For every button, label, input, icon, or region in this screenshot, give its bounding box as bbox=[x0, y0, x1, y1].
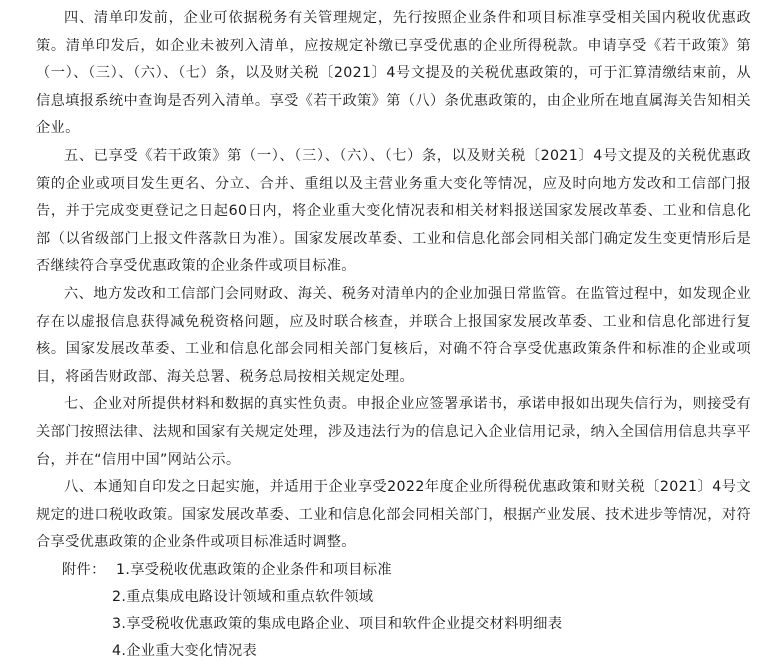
attachment-item: 4.企业重大变化情况表 bbox=[112, 642, 258, 659]
attachment-item: 1.享受税收优惠政策的企业条件和项目标准 bbox=[116, 561, 392, 578]
paragraph-5: 五、已享受《若干政策》第（一）、（三）、（六）、（七）条，以及财关税〔2021〕4号文提及的关税优惠政策的企业或项目发生更名、分立、合并、重组以及主营业务重大变化等情况，应及时向地方发改和工信部门报告，并于完成变更登记之日起60日内，将企业重大变化情况表和相关材料报送国家发展改革委、工业和信息化部（以省级部门上报文件落款日为准）。国家发展改革委、工业和信息化部会同相关部门确定发生变更情形后是否继续符合享受优惠政策的企业条件或项目标准。 bbox=[36, 147, 751, 275]
paragraph-7: 七、企业对所提供材料和数据的真实性负责。申报企业应签署承诺书，承诺申报如出现失信行为，则接受有关部门按照法律、法规和国家有关规定处理，涉及违法行为的信息记入企业信用记录，纳入全国信用信息共享平台，并在“信用中国”网站公示。 bbox=[36, 396, 751, 468]
attachment-item: 2.重点集成电路设计领域和重点软件领域 bbox=[112, 588, 374, 605]
attachment-item: 3.享受税收优惠政策的集成电路企业、项目和软件企业提交材料明细表 bbox=[112, 615, 563, 632]
attachments-label: 附件： bbox=[62, 561, 106, 578]
paragraph-4: 四、清单印发前，企业可依据税务有关管理规定，先行按照企业条件和项目标准享受相关国内税收优惠政策。清单印发后，如企业未被列入清单，应按规定补缴已享受优惠的企业所得税款。申请享受《若干政策》第（一）、（三）、（六）、（七）条，以及财关税〔2021〕4号文提及的关税优惠政策的，可于汇算清缴结束前，从信息填报系统中查询是否列入清单。享受《若干政策》第（八）条优惠政策的，由企业所在地直属海关告知相关企业。 bbox=[36, 10, 751, 137]
paragraph-6: 六、地方发改和工信部门会同财政、海关、税务对清单内的企业加强日常监管。在监管过程中，如发现企业存在以虚报信息获得减免税资格问题，应及时联合核查，并联合上报国家发展改革委、工业和信息化部进行复核。国家发展改革委、工业和信息化部会同相关部门复核后，对确不符合享受优惠政策条件和标准的企业或项目，将函告财政部、海关总署、税务总局按相关规定处理。 bbox=[36, 285, 751, 385]
attachments-list bbox=[0, 557, 767, 584]
paragraph-8: 八、本通知自印发之日起实施，并适用于企业享受2022年度企业所得税优惠政策和财关税〔2021〕4号文规定的进口税收政策。国家发展改革委、工业和信息化部会同相关部门，根据产业发展、技术进步等情况，对符合享受优惠政策的企业条件或项目标准适时调整。 bbox=[36, 479, 751, 551]
